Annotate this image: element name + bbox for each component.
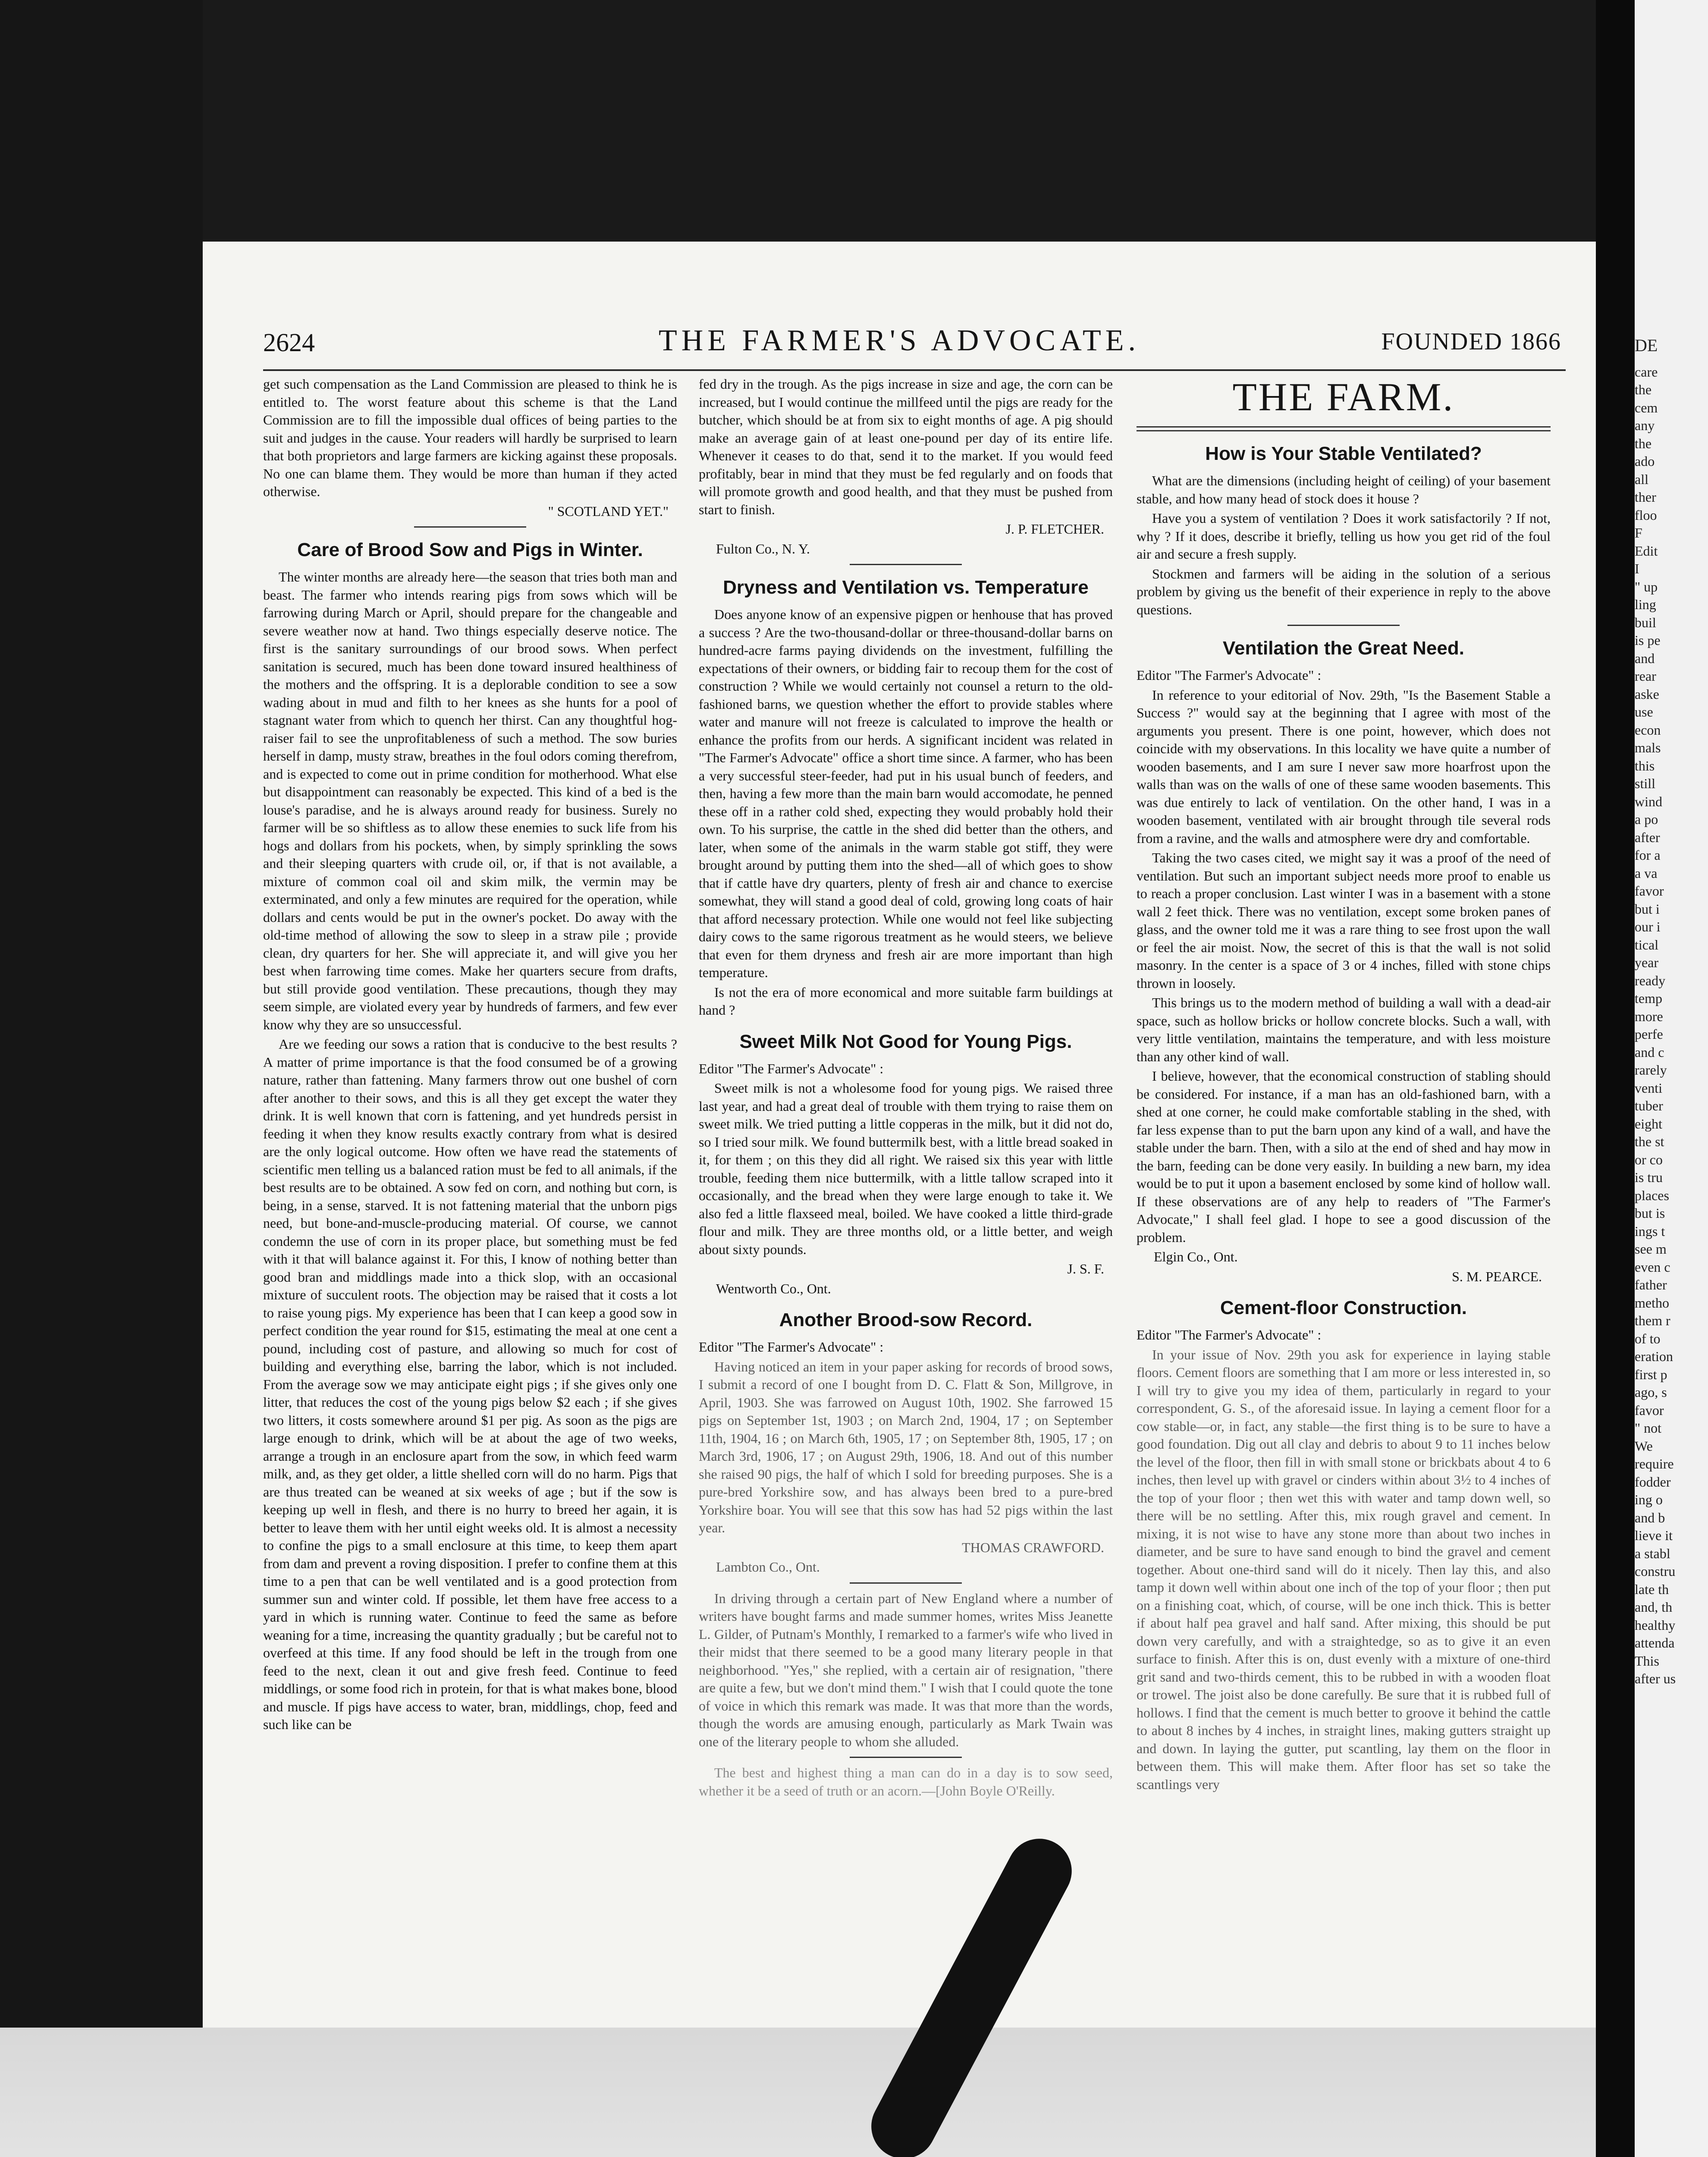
paragraph: In driving through a certain part of New England where a number of writers have bought farms and made summer homes, writes Miss Jeanette L. Gilder, of Putnam's Monthly, I remarked to a farmer's wife who lived in their midst that there seemed to be a good many literary people in that neighborhood. "Yes," she replied, with a certain air of resignation, "there are quite a few, but we don't mind them." I wish that I could quote the tone of voice in which this remark was made. It was that more than the words, though the words are amusing enough, particularly as Mark Twain was one of the literary people to whom she alluded. xyxy=(699,1590,1113,1749)
next-page-lines xyxy=(1635,363,1708,1688)
next-page-line: father xyxy=(1635,1277,1667,1292)
next-page-line: a va xyxy=(1635,865,1658,881)
double-rule xyxy=(1137,426,1551,431)
article-heading: Dryness and Ventilation vs. Temperature xyxy=(723,577,1089,598)
newspaper-page xyxy=(203,242,1596,2028)
paragraph: In your issue of Nov. 29th you ask for experience in laying stable floors. Cement floors are something that I am more or less interested in, so I will try to give you my idea of them, particularly in regard to your correspondent, G. S., of the aforesaid issue. In laying a cement floor for a cow stable—or, in fact, any stable—the first thing is to be sure to have a good foundation. Dig out all clay and debris to about 9 to 11 inches below the level of the floor, then fill in with small stone or brickbats about 4 to 6 inches, then level up with gravel or cinders within about 3½ to 4 inches of the top of your floor ; then wet this with water and tamp down well, so there will be no settling. After this, mix rough gravel and cement. In mixing, it is not wise to have any stone more than about two inches in diameter, and be sure to have sand enough to bind the gravel and cement together. About one-third sand will do it nicely. Then lay this, and also tamp it down well within about one inch of the top of your floor ; then put on a finishing coat, which, of course, will be one inch thick. This is better if about half pea gravel and half sand. After mixing, this should be put down very carefully, and with a straightedge, so as to give it an even surface to finish. After this is on, dust evenly with a mixture of one-third grit sand and two-thirds cement, this to be rubbed in with a wooden float or trowel. The joist also be done carefully. Be sure that it is rubbed full of hollows. I find that the cement is much better to groove it behind the cattle to about 8 inches by 4 inches, in straight lines, making gutters straight up and down. In laying the gutter, put scantling, lay them on the floor in between them. This will make them. After floor has set so take the scantlings very xyxy=(1137,1346,1551,1792)
place-line: Fulton Co., N. Y. xyxy=(716,541,810,557)
editor-line: Editor "The Farmer's Advocate" : xyxy=(699,1339,884,1355)
next-page-line: " not xyxy=(1635,1420,1661,1436)
next-page-line: the xyxy=(1635,382,1652,397)
paragraph: get such compensation as the Land Commission are pleased to think he is entitled to. The worst feature about this scheme is that the Land Commission are to fill the impossible dual offices of being parties to the suit and judges in the cause. Your readers will hardly be surprised to learn that both proprietors and large farmers are kicking against these proposals. No one can blame them. They would be more than human if they acted otherwise. xyxy=(263,376,677,499)
scan-top-border xyxy=(0,0,1708,242)
next-page-line: a po xyxy=(1635,811,1658,827)
next-page-line: tical xyxy=(1635,937,1659,953)
paragraph: This brings us to the modern method of building a wall with a dead-air space, such as hollow bricks or hollow concrete blocks. Such a wall, with very little ventilation, maintains the temperature, and with less moisture than any other kind of wall. xyxy=(1137,995,1551,1064)
next-page-line: require xyxy=(1635,1456,1674,1472)
next-page-line: this xyxy=(1635,758,1655,774)
next-page-line: or co xyxy=(1635,1151,1663,1167)
next-page-line: first p xyxy=(1635,1366,1667,1382)
paragraph: The winter months are already here—the season that tries both man and beast. The farmer who intends rearing pigs from sows which will be farrowing during March or April, should prepare for the changeable and severe weather now at hand. Two things especially deserve notice. The first is the sanitary surroundings of our brood sows. When perfect sanitation is secured, much has been done toward insured healthiness of the mothers and the offspring. It is a deplorable condition to see a sow wading about in mud and filth to her knees as she hunts for a pool of stagnant water from which to quench her thirst. Can any thoughtful hog-raiser fail to see the unprofitableness of such a method. The sow buries herself in damp, musty straw, breathes in the foul odors coming therefrom, and is expected to come out in prime condition for motherhood. What else but disappointment can reasonably be expected. This kind of a bed is the louse's paradise, and he is always around ready for business. Surely no farmer will be so shiftless as to allow these enemies to suck life from his hogs and dollars from his pockets, when, by simply sprinkling the sows and their sleeping quarters with crude oil, or, if that is not available, a mixture of common coal oil and skim milk, the vermin may be exterminated, and only a few minutes are required for the operation, while dollars and cents would be put in the owner's pocket. Do away with the old-time method of allowing the sow to sleep in a straw pile ; provide clean, dry quarters for her. She will appreciate it, and will give you her best when farrowing time comes. Make her quarters secure from drafts, but still provide good ventilation. These precautions, though they may seem simple, are violated every year by hundreds of farmers, and few ever know why they are so unsuccessful. xyxy=(263,569,677,1032)
next-page-line: " up xyxy=(1635,579,1658,594)
next-page-line: wind xyxy=(1635,793,1662,809)
divider xyxy=(1287,625,1400,626)
next-page-line: still xyxy=(1635,776,1656,791)
next-page-line: use xyxy=(1635,704,1653,720)
next-page-line: all xyxy=(1635,471,1648,487)
scan-left-border xyxy=(0,0,203,2157)
next-page-line: cem xyxy=(1635,399,1658,415)
book-gutter xyxy=(1596,0,1635,2157)
signature: S. M. PEARCE. xyxy=(1452,1268,1542,1284)
next-page-line: after us xyxy=(1635,1671,1676,1686)
next-page-line: venti xyxy=(1635,1080,1662,1096)
next-page-line: eration xyxy=(1635,1349,1673,1364)
section-title: THE FARM. xyxy=(1232,375,1455,419)
masthead: THE FARMER'S ADVOCATE. xyxy=(658,324,1140,357)
column-3 xyxy=(1137,375,1551,2015)
place-line: Lambton Co., Ont. xyxy=(716,1559,820,1575)
signature: J. S. F. xyxy=(1067,1261,1104,1277)
next-page-line: favor xyxy=(1635,883,1664,899)
editor-line: Editor "The Farmer's Advocate" : xyxy=(699,1060,884,1076)
signature: " SCOTLAND YET." xyxy=(548,503,669,519)
signature: THOMAS CRAWFORD. xyxy=(962,1539,1104,1555)
next-page-line: more xyxy=(1635,1008,1663,1024)
paragraph: fed dry in the trough. As the pigs increase in size and age, the corn can be increased, but I would continue the millfeed until the pigs are ready for the butcher, which should be at from six to eight months of age. A pig should make an average gain of at least one-pound per day of its entire life. Whenever it ceases to do that, send it to the market. If you would feed profitably, bear in mind that they must be fed regularly and on foods that will promote growth and good health, and that they must be pushed from start to finish. xyxy=(699,376,1113,517)
paragraph: Stockmen and farmers will be aiding in the solution of a serious problem by giving us the benefit of their experience in reply to the above questions. xyxy=(1137,566,1551,617)
next-page-line: perfe xyxy=(1635,1026,1663,1042)
next-page-line: rear xyxy=(1635,668,1656,684)
next-page-line: is tru xyxy=(1635,1170,1663,1185)
next-page-line: tuber xyxy=(1635,1098,1663,1113)
running-head xyxy=(203,319,1596,371)
next-page-line: econ xyxy=(1635,722,1661,738)
next-page-line: see m xyxy=(1635,1241,1667,1257)
editor-line: Editor "The Farmer's Advocate" : xyxy=(1137,667,1322,683)
next-page-line: I xyxy=(1635,561,1639,576)
next-page-line: lieve it xyxy=(1635,1528,1673,1543)
next-page-line: aske xyxy=(1635,686,1659,702)
place-line: Wentworth Co., Ont. xyxy=(716,1280,831,1296)
next-page-line: ling xyxy=(1635,597,1656,612)
divider xyxy=(850,1582,962,1584)
next-page-line: ings t xyxy=(1635,1223,1665,1239)
next-page-line: temp xyxy=(1635,990,1662,1006)
next-page-line: ado xyxy=(1635,453,1655,469)
article-heading: Sweet Milk Not Good for Young Pigs. xyxy=(739,1031,1072,1052)
divider xyxy=(414,526,526,528)
next-page-line: ther xyxy=(1635,489,1656,505)
next-page-line: the st xyxy=(1635,1134,1664,1149)
editor-line: Editor "The Farmer's Advocate" : xyxy=(1137,1327,1322,1343)
column-1 xyxy=(263,375,677,2015)
next-page-line: and xyxy=(1635,650,1655,666)
next-page-line: Edit xyxy=(1635,543,1658,559)
place-line: Elgin Co., Ont. xyxy=(1154,1249,1238,1264)
paragraph: Are we feeding our sows a ration that is conducive to the best results ? A matter of prime importance is that the food consumed be of a growing nature, rather than fattening. Many farmers throw out one bushel of corn after another to their sows, and this is all they get except the water they drink. It is well known that corn is fattening, and yet hundreds persist in feeding it when they know results exactly contrary from what is desired are the only logical outcome. How often we have read the statements of scientific men telling us a balanced ration must be fed to all animals, if the best results are to be obtained. A sow fed on corn, and nothing but corn, is being, in a sense, starved. It is not fattening material that the unborn pigs need, but bone-and-muscle-producing material. Of course, we cannot condemn the use of corn in its proper place, but something must be fed with it that will balance against it. For this, I know of nothing better than good bran and middlings made into a thick slop, with an occasional mixture of succulent roots. The objection may be raised that it costs a lot to raise young pigs. My experience has been that I can keep a good sow in perfect condition the year round for $15, estimating the meal at one cent a pound, including cost of pasture, and allowing so much for cost of building and everything else, barring the labor, which is not included. From the average sow we may anticipate eight pigs ; if she gives only one litter, that reduces the cost of the young pigs below $2 each ; if she gives two litters, it costs somewhere around $1 per pig. As soon as the pigs are large enough to drink, which will be at about the age of two weeks, arrange a trough in an enclosure apart from the sow, in which feed warm milk, and, as they get older, a little shelled corn will do no harm. Pigs that are thus treated can be weaned at six weeks of age ; but if the sow is keeping up well in flesh, and there is no hurry to breed her again, it is better to leave them with her until eight weeks old. It is almost a necessity to confine the pigs to a small enclosure at this time, to keep them apart from dam and prevent a roving disposition. I prefer to confine them at this time to a pen that can be well ventilated and is a good protection from summer sun and winter cold. If possible, let them have free access to a yard in which is running water. Continue to feed the same as before weaning for a time, increasing the quantity gradually ; but be careful not to overfeed at this time. If any food should be left in the trough from one feed to the next, clean it out and give fresh feed. Continue to feed middlings, or some food rich in protein, for that is what makes bone, blood and muscle. If pigs have access to water, bran, middlings, chop, feed and such like can be xyxy=(263,1036,677,1732)
column-2 xyxy=(699,375,1113,2015)
paragraph: Have you a system of ventilation ? Does it work satisfactorily ? If not, why ? If it does, describe it briefly, telling us how you get rid of the foul air and secure a fresh supply. xyxy=(1137,510,1551,562)
next-page-header: DE xyxy=(1635,336,1658,355)
next-page-line: buil xyxy=(1635,614,1656,630)
paragraph: Sweet milk is not a wholesome food for young pigs. We raised three last year, and had a great deal of trouble with them trying to raise them on sweet milk. We tried putting a little copperas in the milk, but it did not do, so I tried sour milk. We found buttermilk best, with a little bread soaked in it, for them ; on this they did all right. We raised six this year with little trouble, feeding them nice buttermilk, with a little tallow scraped into it occasionally, and the bread when they were large enough to take it. We also fed a little flaxseed meal, boiled. We have cooked a little third-grade flour and milk. They are three months old, or a little better, and weigh about sixty pounds. xyxy=(699,1080,1113,1257)
next-page-line: a stabl xyxy=(1635,1545,1670,1561)
signature: J. P. FLETCHER. xyxy=(1005,521,1104,537)
next-page-fragment xyxy=(1635,336,1708,1933)
next-page-line: attenda xyxy=(1635,1635,1675,1651)
paragraph: Does anyone know of an expensive pigpen or henhouse that has proved a success ? Are the two-thousand-dollar or three-thousand-dollar barns on hundred-acre farms paying dividends on the investment, fulfilling the expectations of their owners, or bidding fair to recoup them for the cost of construction ? While we would certainly not counsel a return to the old-fashioned barns, we question whether the effort to provide stables where water and manure will not freeze is calculated to improve the health or enhance the profits from our herds. A significant incident was related in "The Farmer's Advocate" office a short time since. A farmer, who has been a very successful steer-feeder, had put in his usual bunch of feeders, and then, having a few more than the main barn would accomodate, he penned these off in a rather cold shed, expecting they would probably hold their own. To his surprise, the cattle in the shed did better than the others, and later, when some of the animals in the warm stable got stiff, they were brought around by putting them into the shed—all of which goes to show that if cattle have dry quarters, plenty of fresh air and chance to exercise somewhat, they will stand a good deal of cold, growing long coats of hair that afford necessary protection. While one would not feel like subjecting dairy cows to the same rigorous treatment as he would steers, we believe that even for them dryness and fresh air are more important than high temperature. xyxy=(699,607,1113,980)
next-page-line: year xyxy=(1635,955,1659,970)
paragraph: Having noticed an item in your paper asking for records of brood sows, I submit a record of one I bought from D. C. Flatt & Son, Millgrove, in April, 1903. She was farrowed on August 10th, 1902. She farrowed 15 pigs on September 1st, 1903 ; on March 2nd, 1904, 17 ; on September 11th, 1904, 16 ; on March 6th, 1905, 17 ; on September 8th, 1905, 17 ; on March 3rd, 1906, 17 ; on August 29th, 1906, 18. And out of this number she raised 90 pigs, the half of which I sold for breeding purposes. She is a pure-bred Yorkshire sow, and has always been bred to a pure-bred Yorkshire boar. You will see that this sow has had 52 pigs within the last year. xyxy=(699,1358,1113,1535)
next-page-line: late th xyxy=(1635,1581,1669,1597)
paragraph: In reference to your editorial of Nov. 29th, "Is the Basement Stable a Success ?" would say at the beginning that I agree with most of the arguments you present. There is one point, however, which does not coincide with my observations. In this locality we have quite a number of wooden basements, and I am sure I never saw more hoarfrost upon the walls than was on the walls of one of these same wooden basements. This was due entirely to lack of ventilation. On the other hand, I was in a wooden basement, ventilated with air brought through tile several rods from a ravine, and the walls and atmosphere were dry and comfortable. xyxy=(1137,687,1551,846)
article-heading: Care of Brood Sow and Pigs in Winter. xyxy=(297,539,643,560)
divider xyxy=(850,564,962,565)
next-page-line: We xyxy=(1635,1438,1653,1454)
paragraph: Is not the era of more economical and more suitable farm buildings at hand ? xyxy=(699,984,1113,1018)
next-page-line: after xyxy=(1635,829,1660,845)
next-page-line: healthy xyxy=(1635,1617,1676,1633)
next-page-line: ago, s xyxy=(1635,1384,1667,1400)
page-number: 2624 xyxy=(263,328,315,357)
next-page-line: constru xyxy=(1635,1563,1676,1579)
next-page-line: even c xyxy=(1635,1259,1670,1275)
next-page-line: the xyxy=(1635,435,1652,451)
next-page-line: but is xyxy=(1635,1205,1665,1221)
next-page-line: and c xyxy=(1635,1044,1664,1060)
founded-label: FOUNDED 1866 xyxy=(1381,328,1561,355)
next-page-line: for a xyxy=(1635,847,1661,863)
next-page-line: care xyxy=(1635,364,1658,380)
header-rule xyxy=(263,369,1566,371)
next-page-line: F xyxy=(1635,525,1642,541)
next-page-line: of to xyxy=(1635,1330,1661,1346)
next-page-line: fodder xyxy=(1635,1474,1671,1490)
next-page-line: but i xyxy=(1635,901,1660,917)
next-page-line: our i xyxy=(1635,919,1661,934)
next-page-line: mals xyxy=(1635,740,1661,755)
scan-bottom-area xyxy=(0,2028,1708,2157)
paragraph: The best and highest thing a man can do in a day is to sow seed, whether it be a seed of truth or an acorn.—[John Boyle O'Reilly. xyxy=(699,1765,1113,1799)
article-heading: Another Brood-sow Record. xyxy=(779,1309,1033,1330)
paragraph: Taking the two cases cited, we might say it was a proof of the need of ventilation. But such an important subject needs more proof to enable us to reach a proper conclusion. Last winter I was in a basement with a stone wall 2 feet thick. There was no ventilation, except some broken panes of glass, and the owner told me it was a rare thing to see frost upon the wall or feel the air moist. Now, the secret of this is that the wall is not solid masonry. In the center is a space of 3 or 4 inches, filled with stone chips thrown in loosely. xyxy=(1137,850,1551,991)
paragraph: I believe, however, that the economical construction of stabling should be considered. For instance, if a man has an old-fashioned barn, with a shed at one corner, he could make comfortable stabling in the shed, with far less expense than to put the barn upon any kind of a wall, and have the stable under the barn. Then, with a silo at the end of shed and hay mow in the barn, feeding can be done very easily. In building a new barn, my idea would be to put it upon a basement enclosed by some kind of hollow wall. If these observations are of any help to readers of "The Farmer's Advocate," I shall feel glad. I hope to see a good discussion of the problem. xyxy=(1137,1068,1551,1245)
next-page-line: This xyxy=(1635,1653,1659,1669)
next-page-line: ready xyxy=(1635,972,1666,988)
next-page-line: metho xyxy=(1635,1295,1669,1311)
article-heading: How is Your Stable Ventilated? xyxy=(1205,443,1482,464)
next-page-line: favor xyxy=(1635,1402,1664,1418)
next-page-line: floo xyxy=(1635,507,1657,523)
article-heading: Ventilation the Great Need. xyxy=(1223,638,1464,659)
next-page-line: places xyxy=(1635,1187,1669,1203)
next-page-line: them r xyxy=(1635,1313,1670,1328)
next-page-line: and b xyxy=(1635,1509,1665,1525)
divider xyxy=(850,1757,962,1758)
next-page-line: eight xyxy=(1635,1116,1662,1132)
next-page-line: any xyxy=(1635,418,1655,433)
next-page-line: and, th xyxy=(1635,1599,1673,1615)
next-page-line: is pe xyxy=(1635,632,1661,648)
article-heading: Cement-floor Construction. xyxy=(1220,1297,1467,1318)
next-page-line: ing o xyxy=(1635,1492,1663,1507)
next-page-line: rarely xyxy=(1635,1062,1667,1078)
paragraph: What are the dimensions (including height of ceiling) of your basement stable, and how many head of stock does it house ? xyxy=(1137,473,1551,506)
